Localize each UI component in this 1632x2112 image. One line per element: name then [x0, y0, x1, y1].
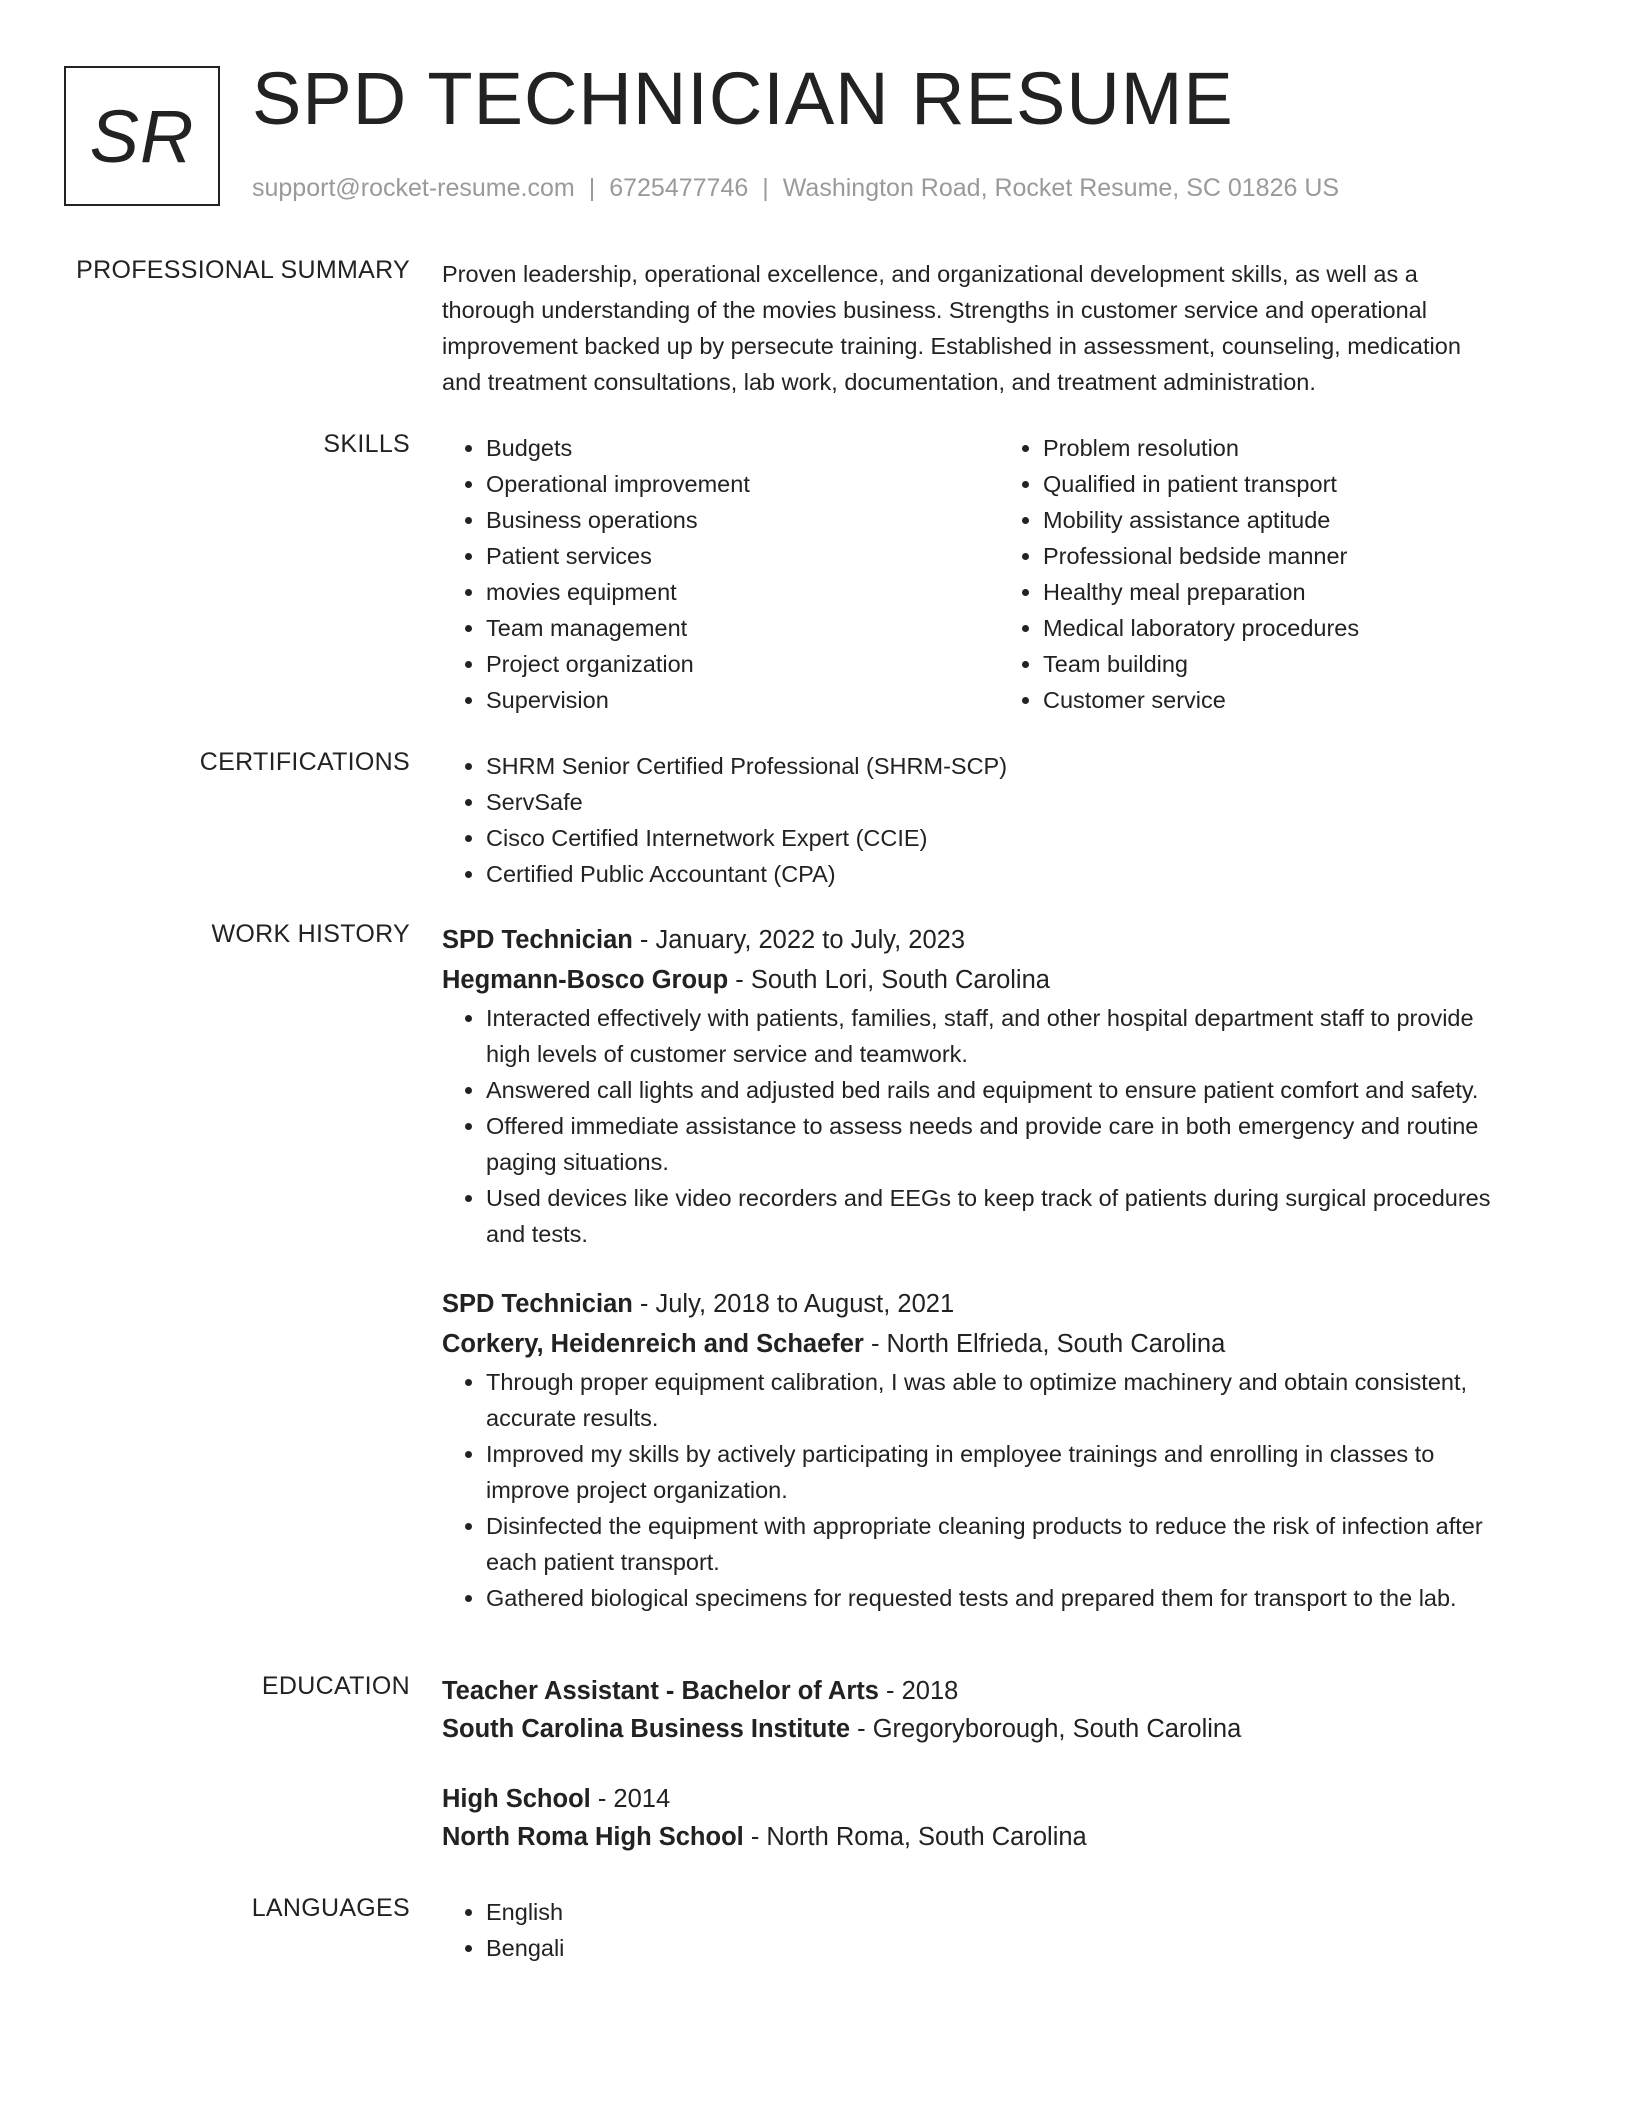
- education-school: South Carolina Business Institute: [442, 1715, 851, 1743]
- work-history-body: [442, 920, 1556, 1616]
- skill-item: • Medical laboratory procedures: [1043, 610, 1556, 646]
- skill-item: • Supervision: [486, 682, 999, 718]
- job-location: - South Lori, South Carolina: [728, 966, 1050, 994]
- bullet-line: Gathered biological specimens for requested tests and prepared them for transport to the lab.: [486, 1585, 1457, 1611]
- certification-item: • SHRM Senior Certified Professional (SHRM-SCP): [486, 748, 1556, 784]
- skill-item: • Healthy meal preparation: [1043, 574, 1556, 610]
- bullet-line: Interacted effectively with patients, families, staff, and other hospital department staff to provide: [486, 1005, 1474, 1031]
- job-dates: - January, 2022 to July, 2023: [632, 926, 966, 954]
- job-bullets: [442, 1000, 1556, 1252]
- certification-item: • Cisco Certified Internetwork Expert (CCIE): [486, 820, 1556, 856]
- contact-line: [252, 174, 1339, 203]
- job-location: - North Elfrieda, South Carolina: [863, 1330, 1226, 1358]
- contact-separator: |: [762, 174, 769, 202]
- bullet-line: each patient transport.: [486, 1549, 720, 1575]
- job-bullet: [486, 1580, 1556, 1616]
- monogram-box: [64, 66, 220, 206]
- contact-phone[interactable]: 6725477746: [609, 174, 749, 202]
- certification-item: • Certified Public Accountant (CPA): [486, 856, 1556, 892]
- job-bullet: [486, 1108, 1556, 1180]
- education-degree: High School: [442, 1785, 591, 1813]
- education-degree-line: [442, 1672, 1556, 1710]
- languages-body: [442, 1894, 1556, 1966]
- job-title: SPD Technician: [442, 926, 633, 954]
- job-bullet: [486, 1364, 1556, 1436]
- summary-line: improvement backed up by persecute training. Established in assessment, counseling, medication: [442, 333, 1461, 359]
- certifications-list: [442, 748, 1556, 892]
- job-title-line: [442, 920, 1556, 960]
- education-entry: [442, 1780, 1556, 1856]
- language-item: • English: [486, 1894, 1556, 1930]
- education-year: - 2018: [878, 1677, 959, 1705]
- education-school: North Roma High School: [442, 1823, 744, 1851]
- skill-item: • Operational improvement: [486, 466, 999, 502]
- job-title: SPD Technician: [442, 1290, 633, 1318]
- job-company: Hegmann-Bosco Group: [442, 966, 729, 994]
- job-entry: [442, 920, 1556, 1252]
- skill-item: • Customer service: [1043, 682, 1556, 718]
- job-dates: - July, 2018 to August, 2021: [632, 1290, 955, 1318]
- bullet-line: accurate results.: [486, 1405, 659, 1431]
- education-body: [442, 1672, 1556, 1856]
- skill-item: • Business operations: [486, 502, 999, 538]
- education-entry: [442, 1672, 1556, 1748]
- summary-line: Proven leadership, operational excellence, and organizational development skills, as well as a: [442, 261, 1418, 287]
- bullet-line: Through proper equipment calibration, I was able to optimize machinery and obtain consistent,: [486, 1369, 1468, 1395]
- certifications-body: [442, 748, 1556, 892]
- education-school-line: [442, 1818, 1556, 1856]
- certification-item: • ServSafe: [486, 784, 1556, 820]
- skills-list-right: [999, 430, 1556, 718]
- job-title-line: [442, 1284, 1556, 1324]
- job-bullet: [486, 1436, 1556, 1508]
- bullet-line: Disinfected the equipment with appropriate cleaning products to reduce the risk of infection after: [486, 1513, 1483, 1539]
- skill-item: • Team building: [1043, 646, 1556, 682]
- languages-list: [442, 1894, 1556, 1966]
- skill-item: • Project organization: [486, 646, 999, 682]
- education-school-line: [442, 1710, 1556, 1748]
- section-label-languages: LANGUAGES: [251, 1894, 410, 1922]
- job-company-line: [442, 1324, 1556, 1364]
- skill-item: • Patient services: [486, 538, 999, 574]
- skill-item: • Qualified in patient transport: [1043, 466, 1556, 502]
- summary-line: thorough understanding of the movies business. Strengths in customer service and operational: [442, 297, 1427, 323]
- skill-item: • Budgets: [486, 430, 999, 466]
- bullet-line: improve project organization.: [486, 1477, 788, 1503]
- bullet-line: paging situations.: [486, 1149, 669, 1175]
- section-label-education: EDUCATION: [261, 1672, 410, 1700]
- skill-item: • Professional bedside manner: [1043, 538, 1556, 574]
- skill-item: • movies equipment: [486, 574, 999, 610]
- education-location: - North Roma, South Carolina: [743, 1823, 1087, 1851]
- resume-title: SPD TECHNICIAN RESUME: [252, 57, 1234, 140]
- bullet-line: Offered immediate assistance to assess needs and provide care in both emergency and routine: [486, 1113, 1479, 1139]
- section-label-summary: PROFESSIONAL SUMMARY: [76, 256, 410, 284]
- job-bullets: [442, 1364, 1556, 1616]
- bullet-line: and tests.: [486, 1221, 588, 1247]
- section-label-work-history: WORK HISTORY: [211, 920, 410, 948]
- job-company-line: [442, 960, 1556, 1000]
- section-label-skills: SKILLS: [323, 430, 410, 458]
- bullet-line: Improved my skills by actively participating in employee trainings and enrolling in classes to: [486, 1441, 1435, 1467]
- summary-text: [442, 256, 1556, 400]
- skill-item: • Team management: [486, 610, 999, 646]
- education-year: - 2014: [590, 1785, 671, 1813]
- contact-email[interactable]: support@rocket-resume.com: [252, 174, 575, 202]
- bullet-line: Used devices like video recorders and EEGs to keep track of patients during surgical procedures: [486, 1185, 1491, 1211]
- contact-address: Washington Road, Rocket Resume, SC 01826 US: [782, 174, 1340, 202]
- education-location: - Gregoryborough, South Carolina: [850, 1715, 1242, 1743]
- summary-line: and treatment consultations, lab work, documentation, and treatment administration.: [442, 369, 1316, 395]
- job-bullet: [486, 1180, 1556, 1252]
- job-company: Corkery, Heidenreich and Schaefer: [442, 1330, 864, 1358]
- education-degree: Teacher Assistant - Bachelor of Arts: [442, 1677, 879, 1705]
- monogram-initials: SR: [89, 94, 195, 178]
- language-item: • Bengali: [486, 1930, 1556, 1966]
- section-label-certifications: CERTIFICATIONS: [199, 748, 410, 776]
- job-entry: [442, 1284, 1556, 1616]
- skills-grid: [442, 430, 1556, 718]
- skills-list-left: [442, 430, 999, 718]
- education-degree-line: [442, 1780, 1556, 1818]
- contact-separator: |: [588, 174, 596, 202]
- skill-item: • Mobility assistance aptitude: [1043, 502, 1556, 538]
- job-bullet: [486, 1072, 1556, 1108]
- bullet-line: high levels of customer service and teamwork.: [486, 1041, 968, 1067]
- job-bullet: [486, 1000, 1556, 1072]
- skill-item: • Problem resolution: [1043, 430, 1556, 466]
- job-bullet: [486, 1508, 1556, 1580]
- bullet-line: Answered call lights and adjusted bed rails and equipment to ensure patient comfort and safety.: [486, 1077, 1479, 1103]
